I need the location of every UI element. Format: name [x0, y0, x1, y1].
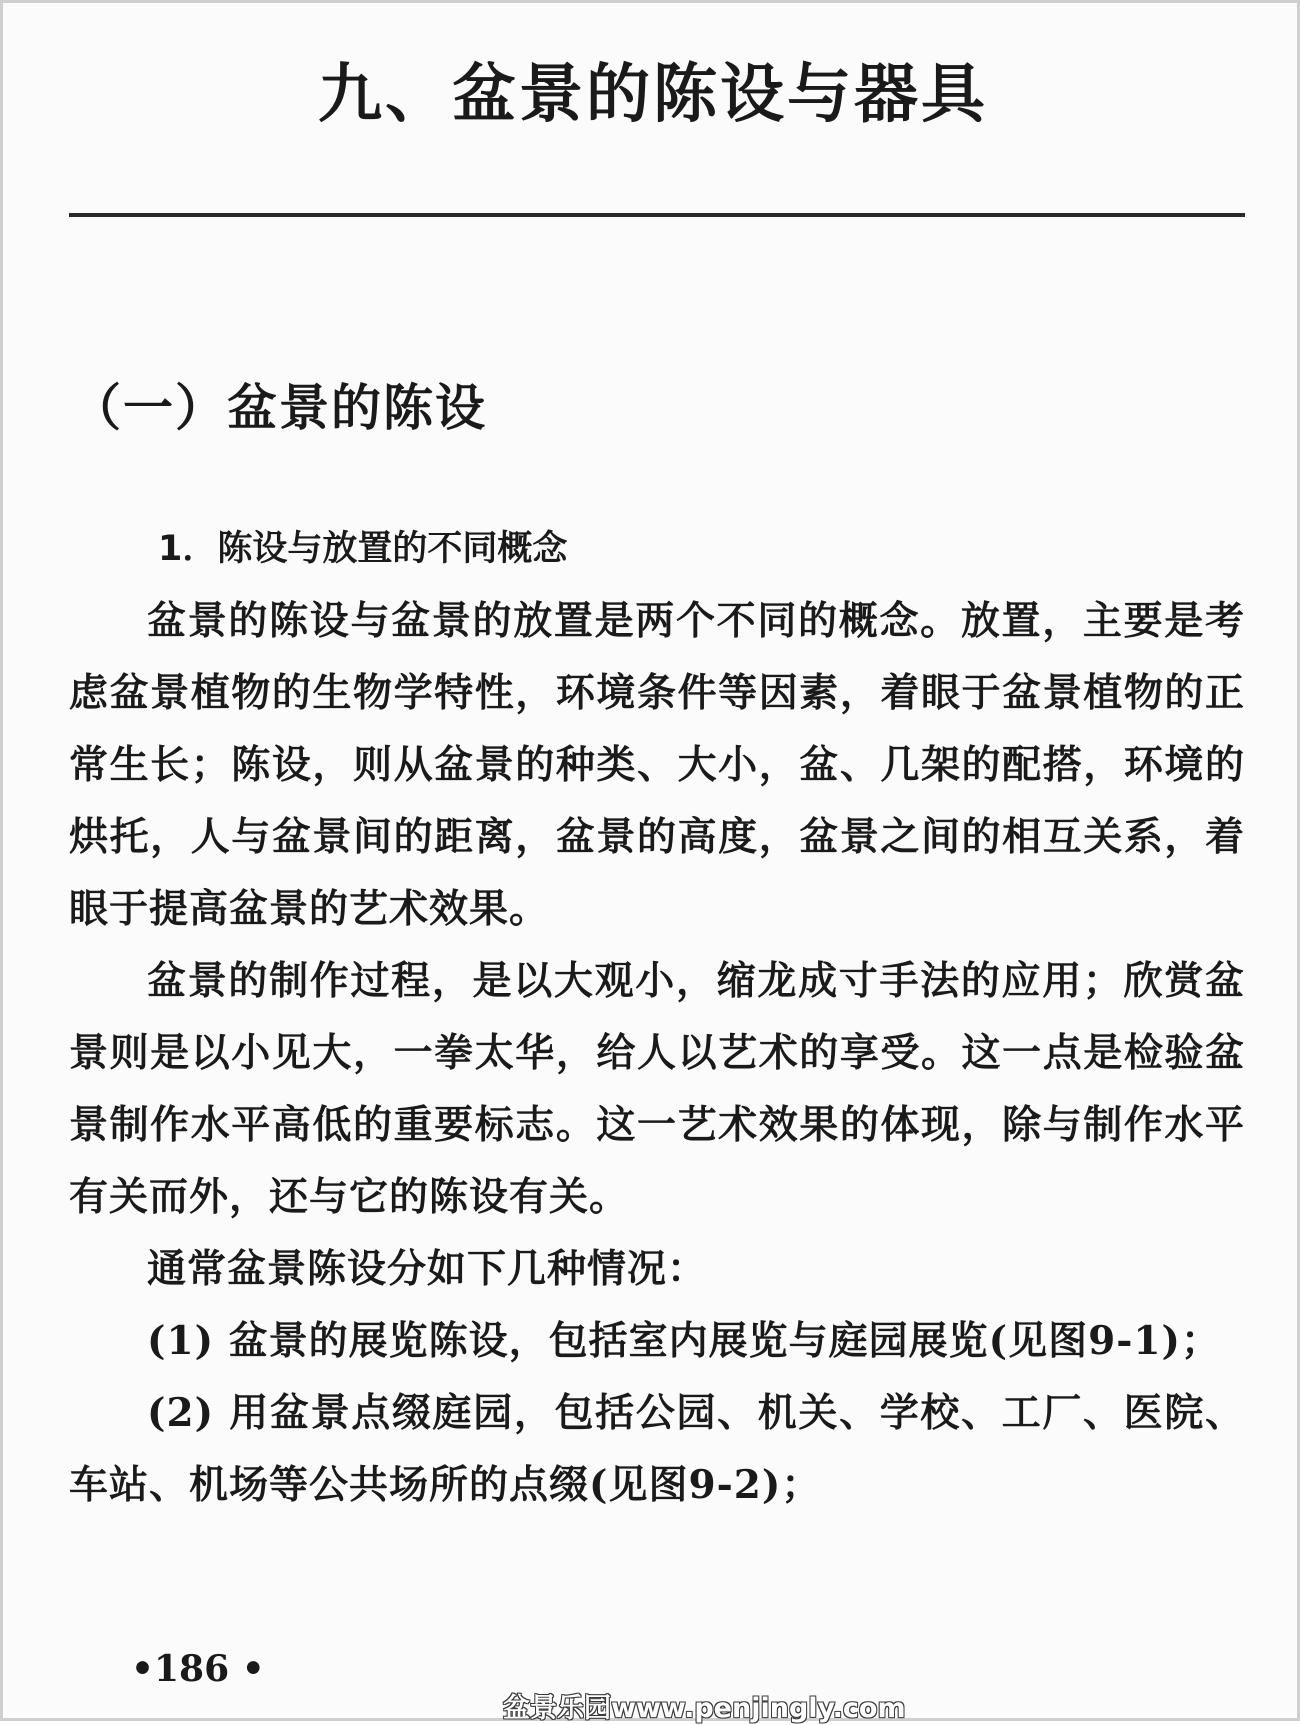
site-watermark: 盆景乐园www.penjingly.com: [503, 1693, 906, 1724]
paragraph-2: 盆景的制作过程，是以大观小，缩龙成寸手法的应用；欣赏盆景则是以小见大，一拳太华，给人以艺术的享受。这一点是检验盆景制作水平高低的重要标志。这一艺术效果的体现，除与制作水平有关而外，还与它的陈设有关。: [69, 958, 1245, 1220]
page-number: •186 •: [131, 1648, 265, 1690]
body-text: [69, 585, 1245, 1521]
paragraph-4: (1) 盆景的展览陈设，包括室内展览与庭园展览(见图9-1)；: [147, 1318, 1221, 1364]
sub-heading: 1．陈设与放置的不同概念: [158, 529, 568, 569]
paragraph-5: (2) 用盆景点缀庭园，包括公园、机关、学校、工厂、医院、车站、机场等公共场所的点缀(见图9-2)；: [69, 1390, 1245, 1508]
chapter-title: 九、盆景的陈设与器具: [318, 57, 988, 132]
title-divider: [69, 213, 1245, 217]
paragraph-3: 通常盆景陈设分如下几种情况：: [147, 1246, 708, 1292]
section-heading: （一）盆景的陈设: [71, 378, 487, 437]
paragraph-1: 盆景的陈设与盆景的放置是两个不同的概念。放置，主要是考虑盆景植物的生物学特性，环境条件等因素，着眼于盆景植物的正常生长；陈设，则从盆景的种类、大小，盆、几架的配搭，环境的烘托，人与盆景间的距离，盆景的高度，盆景之间的相互关系，着眼于提高盆景的艺术效果。: [69, 598, 1245, 932]
